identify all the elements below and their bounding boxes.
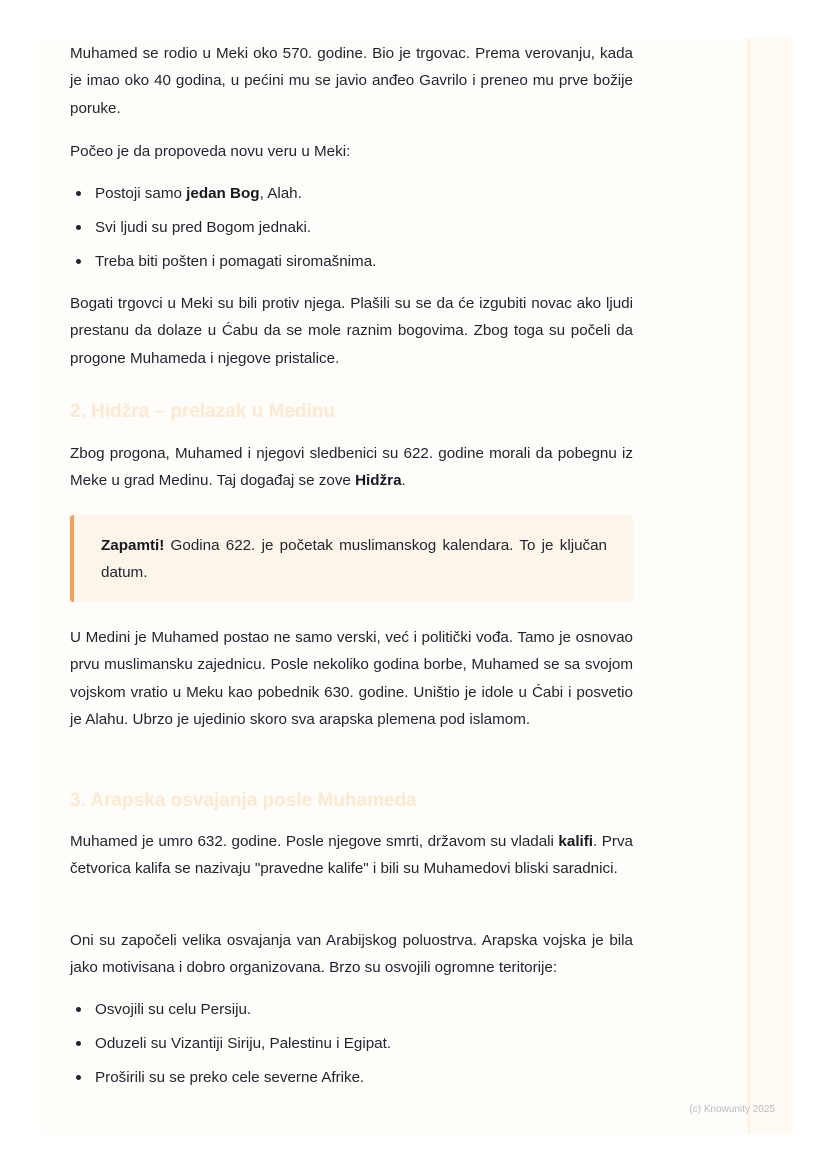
- list-item: Svi ljudi su pred Bogom jednaki.: [70, 214, 633, 248]
- section-heading-hijra: 2. Hidžra – prelazak u Medinu: [70, 401, 336, 422]
- callout-text: Zapamti! Godina 622. je početak muslimanskog kalendara. To je ključan datum.: [101, 537, 607, 582]
- list-item: Treba biti pošten i pomagati siromašnima.: [70, 248, 633, 282]
- paragraph-medina: U Medini je Muhamed postao ne samo verski, već i politički vođa. Tamo je osnovao prvu muslimansku zajednicu. Posle nekoliko godina borbe, Muhamed se sa svojom vojskom vratio u Meku kao pobednik 630. godine. Uništio je idole u Ćabi i posvetio je Alahu. Ubrzo je ujedinio skoro sva arapska plemena pod islamom.: [70, 629, 633, 729]
- bold-text: kalifi: [558, 833, 594, 850]
- paragraph-caliphs: Muhamed je umro 632. godine. Posle njegove smrti, državom su vladali kalifi. Prva četvorica kalifa se nazivaju "pravedne kalife" i bili su Muhamedovi bliski saradnici.: [70, 833, 633, 878]
- callout-label: Zapamti!: [101, 537, 165, 554]
- bold-text: Hidžra: [355, 472, 402, 490]
- paragraph-opposition: Bogati trgovci u Meki su bili protiv njega. Plašili su se da će izgubiti novac ako ljudi prestanu da dolaze u Ćabu da se mole raznim bogovima. Zbog toga su počeli da progone Muhameda i njegove pristalice.: [70, 295, 633, 367]
- remember-callout: [70, 515, 633, 602]
- paragraph-birth: Muhamed se rodio u Meki oko 570. godine. Bio je trgovac. Prema verovanju, kada je imao oko 40 godina, u pećini mu se javio anđeo Gavrilo i preneo mu prve božije poruke.: [70, 45, 633, 117]
- list-item: Osvojili su celu Persiju.: [70, 996, 633, 1030]
- paragraph-hijra: Zbog progona, Muhamed i njegovi sledbenici su 622. godine morali da pobegnu iz Meke u grad Medinu. Taj događaj se zove Hidžra.: [70, 445, 633, 490]
- page-side-strip: [748, 38, 792, 1134]
- section-heading-conquests: 3. Arapska osvajanja posle Muhameda: [70, 790, 417, 811]
- document-page: [38, 38, 790, 1134]
- teachings-list: [70, 180, 633, 282]
- paragraph-preaching-intro: Počeo je da propoveda novu veru u Meki:: [70, 143, 351, 160]
- conquests-list: [70, 996, 633, 1098]
- bold-text: jedan Bog: [186, 185, 260, 202]
- bullet-icon: [76, 1041, 81, 1046]
- bullet-icon: [76, 191, 81, 196]
- bullet-icon: [76, 1007, 81, 1012]
- list-item: Oduzeli su Vizantiji Siriju, Palestinu i Egipat.: [70, 1030, 633, 1064]
- list-item: Proširili su se preko cele severne Afrike.: [70, 1064, 633, 1098]
- bullet-icon: [76, 259, 81, 264]
- bullet-icon: [76, 225, 81, 230]
- paragraph-conquests: Oni su započeli velika osvajanja van Arabijskog poluostrva. Arapska vojska je bila jako motivisana i dobro organizovana. Brzo su osvojili ogromne teritorije:: [70, 932, 633, 977]
- bullet-icon: [76, 1075, 81, 1080]
- copyright-footer: (c) Knowunity 2025: [689, 1104, 775, 1115]
- list-item: Postoji samo jedan Bog, Alah.: [70, 180, 633, 214]
